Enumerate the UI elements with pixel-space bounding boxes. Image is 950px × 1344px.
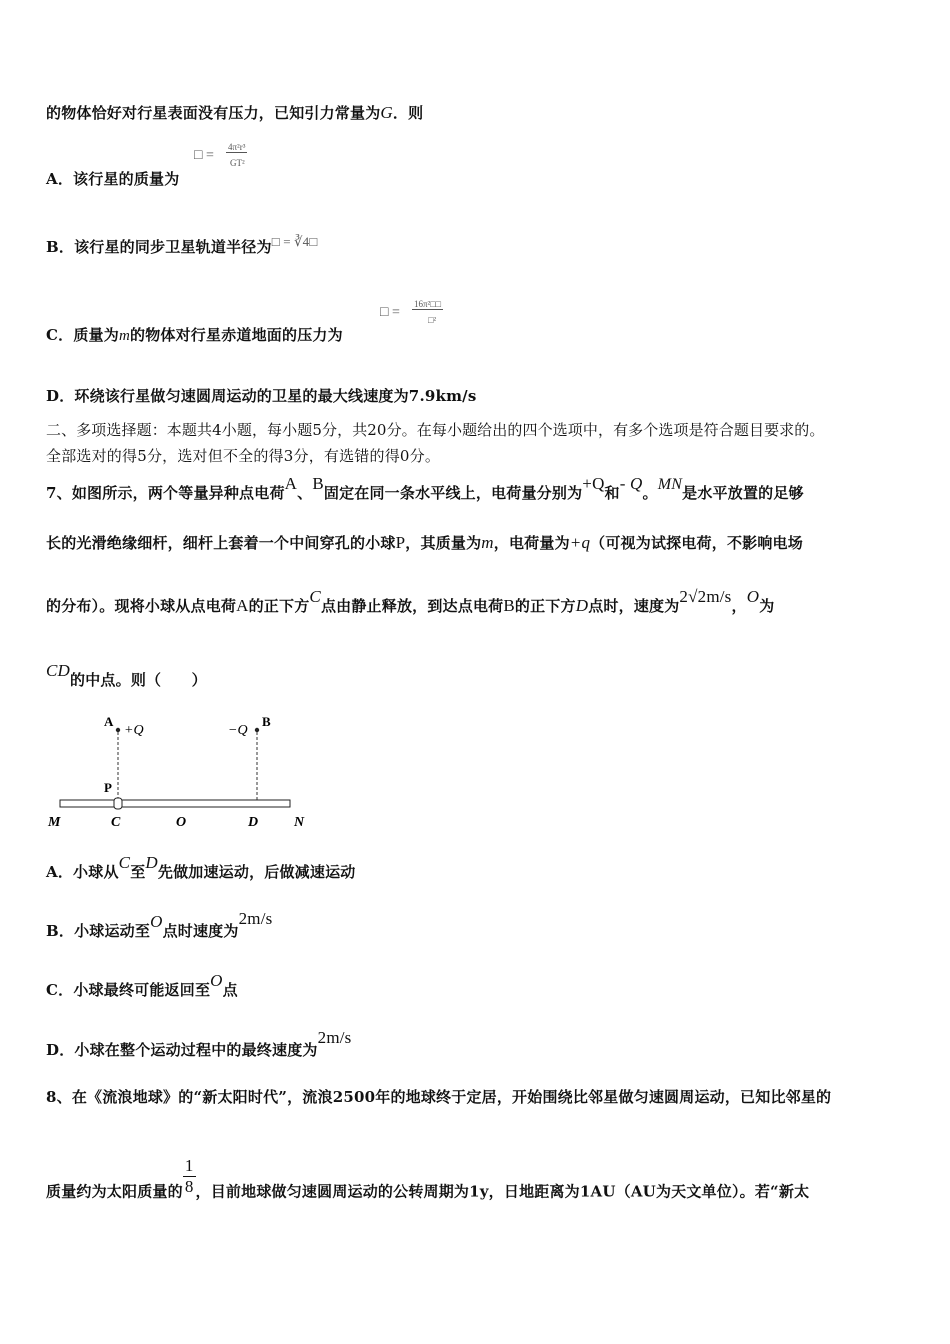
fig-label-p: P — [104, 780, 112, 795]
q6-option-a-formula-num: 4π²r³ — [228, 142, 246, 152]
charge-a-dot — [116, 728, 120, 732]
fig-label-o: O — [176, 815, 187, 830]
q7-option-b: B．小球运动至O点时速度为2m/s — [46, 909, 273, 940]
fig-charge-b: −Q — [228, 723, 248, 738]
fig-label-b: B — [262, 714, 271, 729]
charge-b-dot — [255, 728, 259, 732]
gravity-constant: G — [380, 103, 393, 122]
fig-label-m: M — [48, 815, 61, 830]
q7-option-a: A．小球从C至D先做加速运动，后做减速运动 — [46, 853, 356, 881]
fig-label-n: N — [294, 815, 305, 830]
charges-rod-figure — [44, 710, 314, 835]
q6-option-c-formula-num: 16π²□□ — [414, 299, 442, 309]
section2-line1: 二、多项选择题：本题共4小题，每小题5分，共20分。在每小题给出的四个选项中，有多个选项是符合题目要求的。 — [46, 421, 825, 439]
q6-tail-line: 的物体恰好对行星表面没有压力，已知引力常量为G．则 — [46, 103, 424, 122]
q7-line3: 的分布）。现将小球从点电荷A的正下方C点由静止释放，到达点电荷B的正下方D点时，速度为2√2m/s，O为 — [46, 587, 775, 615]
q8-line2: 质量约为太阳质量的 $\frac{1}{8}$ ，目前地球做匀速圆周运动的公转周期为1y，日地距离为1AU（AU为天文单位）。若“新太 — [46, 1156, 810, 1201]
q7-line4: CD的中点。则（ ） — [46, 661, 207, 689]
q6-option-c: C．质量为m的物体对行星赤道地面的压力为 — [46, 326, 343, 344]
fig-label-d: D — [248, 815, 259, 830]
q7-line2: 长的光滑绝缘细杆，细杆上套着一个中间穿孔的小球P，其质量为m，电荷量为+q（可视为试探电荷，不影响电场 — [46, 533, 803, 552]
q6-option-c-formula: □ = — [380, 305, 400, 320]
fig-label-a: A — [104, 714, 114, 729]
q6-option-d: D．环绕该行星做匀速圆周运动的卫星的最大线速度为7.9km/s — [46, 387, 477, 405]
ball-p — [114, 798, 122, 809]
q6-option-a-formula: □ = — [194, 148, 214, 163]
q8-line1: 8、在《流浪地球》的“新太阳时代”，流浪2500年的地球终于定居，开始围绕比邻星做匀速圆周运动，已知比邻星的 — [46, 1088, 832, 1106]
q6-option-c-formula-den: □² — [428, 315, 437, 325]
q6-option-b: B．该行星的同步卫星轨道半径为□ = ∛4□ — [46, 234, 318, 256]
fig-charge-a: +Q — [124, 723, 144, 738]
fraction-one-eighth: $\frac{1}{8}$ — [184, 1156, 194, 1196]
rod-mn — [60, 800, 290, 807]
q6-option-b-formula: □ = ∛4□ — [271, 234, 318, 249]
speed-2root2: 2√2m/s — [679, 587, 732, 606]
section2-line2: 全部选对的得5分，选对但不全的得3分，有选错的得0分。 — [46, 447, 441, 465]
mass-symbol: m — [118, 328, 130, 344]
q6-option-a: A．该行星的质量为 — [46, 170, 180, 188]
q7-option-d: D．小球在整个运动过程中的最终速度为2m/s — [46, 1028, 352, 1059]
fig-label-c: C — [111, 815, 121, 830]
q7-line1: 7、如图所示，两个等量异种点电荷A、B固定在同一条水平线上，电荷量分别为+Q和- Q。MN是水平放置的足够 — [46, 474, 804, 502]
q7-option-c: C．小球最终可能返回至O点 — [46, 971, 238, 999]
q6-option-a-formula-den: GT² — [230, 158, 245, 168]
